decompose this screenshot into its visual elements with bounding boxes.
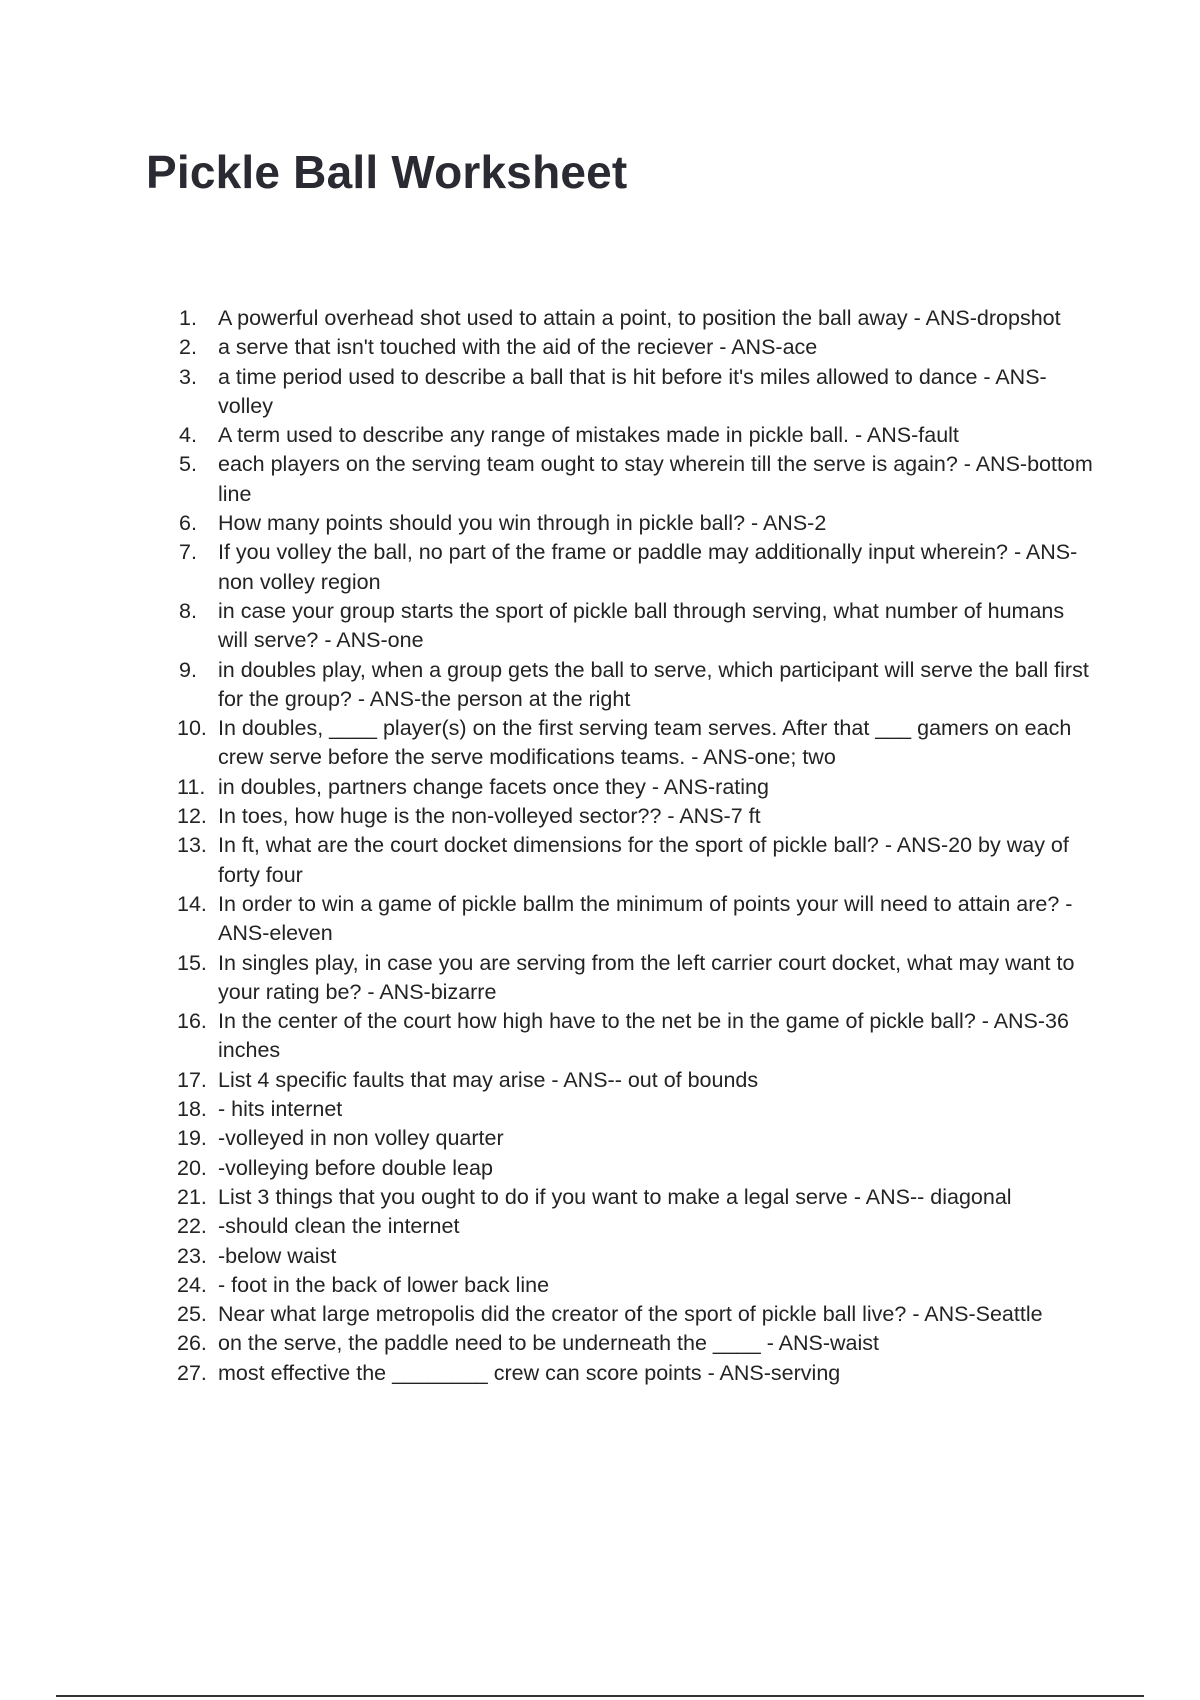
list-item-text: If you volley the ball, no part of the frame or paddle may additionally input wherein? - ANS-non volley region: [218, 540, 1078, 594]
list-item-text: In order to win a game of pickle ballm the minimum of points your will need to attain are? - ANS-eleven: [218, 891, 1073, 946]
list-item-number: 18.: [177, 1097, 207, 1122]
list-item: [179, 1154, 1099, 1183]
list-item-text: each players on the serving team ought to stay wherein till the serve is again? - ANS-bottom line: [218, 452, 1093, 506]
list-item-number: 5.: [179, 452, 197, 477]
list-item-text: - foot in the back of lower back line: [218, 1272, 550, 1297]
list-item-text: in doubles, partners change facets once they - ANS-rating: [218, 774, 769, 799]
list-item-text: -should clean the internet: [218, 1214, 460, 1239]
list-item-text: A term used to describe any range of mistakes made in pickle ball. - ANS-fault: [218, 423, 959, 448]
list-item-text: -below waist: [218, 1243, 337, 1268]
list-item: [179, 421, 1099, 450]
list-item-number: 7.: [179, 540, 197, 565]
list-item-text: Near what large metropolis did the creator of the sport of pickle ball live? - ANS-Seattle: [218, 1302, 1043, 1327]
list-item: [179, 1066, 1099, 1095]
list-item-text: -volleyed in non volley quarter: [218, 1126, 504, 1151]
list-item: [179, 333, 1099, 362]
list-item-number: 21.: [177, 1184, 207, 1209]
list-item-number: 1.: [179, 306, 197, 330]
list-item-number: 26.: [177, 1331, 207, 1356]
list-item-text: in case your group starts the sport of pickle ball through serving, what number of humans will serve? - ANS-one: [218, 598, 1065, 653]
footer-divider: [56, 1695, 1144, 1697]
list-item: [179, 1359, 1099, 1388]
list-item-text: List 3 things that you ought to do if you want to make a legal serve - ANS-- diagonal: [218, 1184, 1012, 1209]
list-item: [179, 773, 1099, 802]
list-item-text: In ft, what are the court docket dimensions for the sport of pickle ball? - ANS-20 by way of forty four: [218, 833, 1069, 887]
list-item: [179, 1007, 1099, 1066]
list-item-text: -volleying before double leap: [218, 1155, 493, 1180]
list-item: [179, 656, 1099, 715]
list-item: [179, 1329, 1099, 1358]
list-item-number: 23.: [177, 1243, 207, 1268]
list-item-number: 16.: [177, 1009, 207, 1034]
list-item-number: 17.: [177, 1067, 207, 1092]
list-item-text: on the serve, the paddle need to be underneath the ____ - ANS-waist: [218, 1331, 879, 1356]
list-item-number: 14.: [177, 891, 207, 916]
list-item-number: 8.: [179, 598, 197, 623]
list-item-text: A powerful overhead shot used to attain a point, to position the ball away - ANS-dropshot: [218, 306, 1061, 330]
page-title: Pickle Ball Worksheet: [146, 146, 628, 198]
list-item-number: 9.: [179, 657, 197, 682]
list-item-number: 10.: [177, 716, 207, 741]
list-item-text: List 4 specific faults that may arise - ANS-- out of bounds: [218, 1067, 759, 1092]
list-item-number: 3.: [179, 364, 197, 389]
list-item-number: 19.: [177, 1126, 207, 1151]
question-list: [179, 304, 1099, 1388]
list-item: [179, 714, 1099, 773]
list-item: [179, 1242, 1099, 1271]
list-item: [179, 802, 1099, 831]
list-item-text: In the center of the court how high have to the net be in the game of pickle ball? - ANS-36 inches: [218, 1009, 1069, 1063]
list-item: [179, 509, 1099, 538]
list-item-text: - hits internet: [218, 1097, 343, 1122]
list-item: [179, 450, 1099, 509]
list-item-text: a serve that isn't touched with the aid of the reciever - ANS-ace: [218, 335, 818, 360]
list-item-number: 25.: [177, 1302, 207, 1327]
list-item: [179, 831, 1099, 890]
list-item: [179, 890, 1099, 949]
list-item: [179, 1212, 1099, 1241]
list-item-text: in doubles play, when a group gets the ball to serve, which participant will serve the ball first for the group? - ANS-the person at the right: [218, 657, 1089, 711]
list-item-number: 20.: [177, 1155, 207, 1180]
list-item-number: 4.: [179, 423, 197, 448]
list-item-number: 27.: [177, 1360, 207, 1385]
list-item: [179, 1095, 1099, 1124]
list-item: [179, 1271, 1099, 1300]
list-item: [179, 1300, 1099, 1329]
list-item-number: 2.: [179, 335, 197, 360]
list-item: [179, 597, 1099, 656]
list-item: [179, 538, 1099, 597]
list-item: [179, 363, 1099, 422]
list-item-text: In singles play, in case you are serving from the left carrier court docket, what may want to your rating be? - ANS-bizarre: [218, 950, 1075, 1004]
list-item-text: How many points should you win through in pickle ball? - ANS-2: [218, 511, 827, 536]
list-item: [179, 1124, 1099, 1153]
list-item-number: 11.: [177, 774, 206, 799]
list-item-text: In toes, how huge is the non-volleyed sector?? - ANS-7 ft: [218, 804, 761, 829]
list-item-text: In doubles, ____ player(s) on the first serving team serves. After that ___ gamers on each crew serve before the serve modifications teams. - ANS-one; two: [218, 716, 1072, 770]
list-item-number: 22.: [177, 1214, 207, 1239]
list-item-number: 13.: [177, 833, 207, 858]
list-item-number: 12.: [177, 804, 207, 829]
list-item-number: 6.: [179, 511, 197, 536]
list-item-number: 24.: [177, 1272, 207, 1297]
list-item: [179, 949, 1099, 1008]
list-item-text: a time period used to describe a ball that is hit before it's miles allowed to dance - ANS-volley: [218, 364, 1047, 418]
list-item: [179, 1183, 1099, 1212]
list-item-text: most effective the ________ crew can score points - ANS-serving: [218, 1360, 841, 1385]
list-item-number: 15.: [177, 950, 207, 975]
list-item: [179, 304, 1099, 333]
